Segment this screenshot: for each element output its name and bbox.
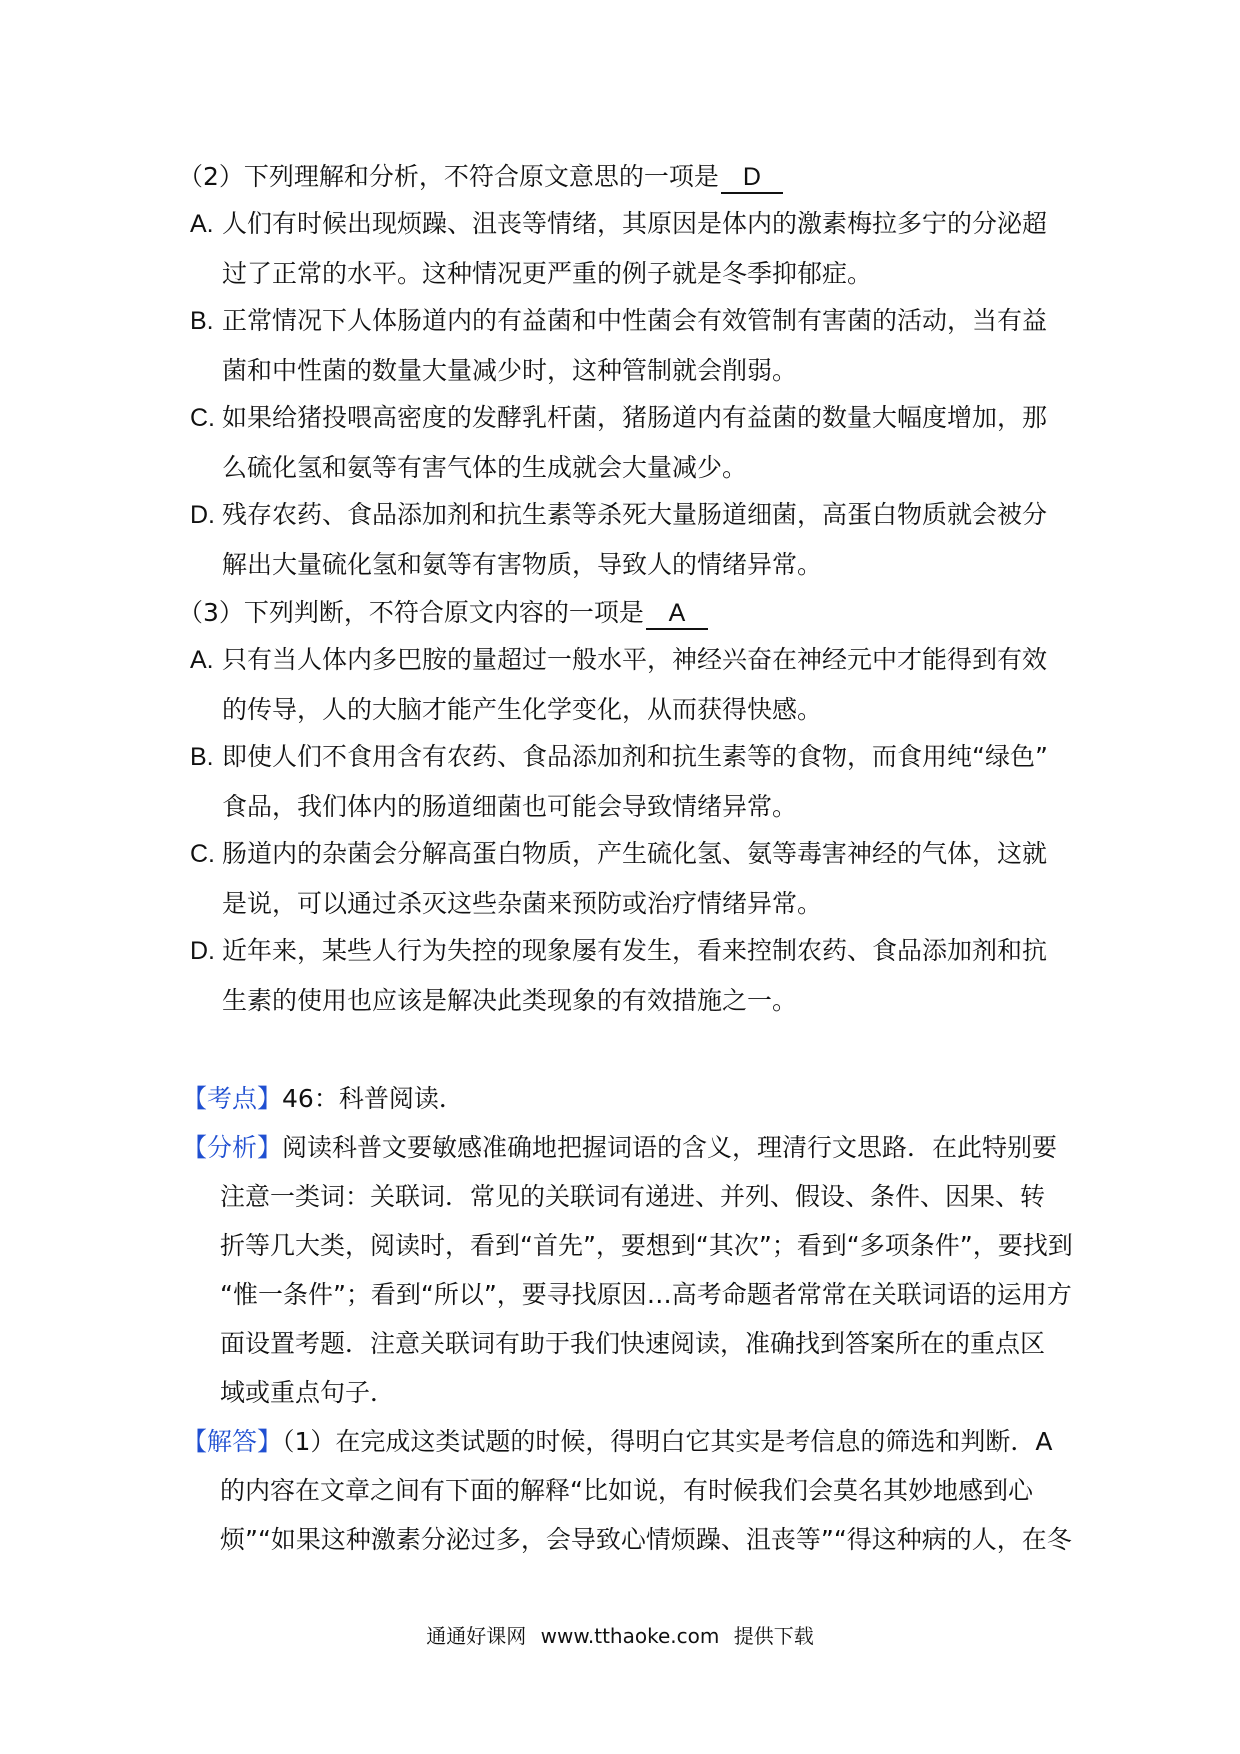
fenxi-line: 阅读科普文要敏感准确地把握词语的含义，理清行文思路．在此特别要 (282, 1133, 1058, 1162)
option-text-cont: 的传导，人的大脑才能产生化学变化，从而获得快感。 (222, 695, 823, 724)
option-letter: C. (190, 404, 215, 432)
fenxi-tag: 【分析】 (182, 1133, 283, 1162)
q3-option-a (190, 635, 1070, 734)
option-text-cont: 么硫化氢和氨等有害气体的生成就会大量减少。 (222, 453, 748, 482)
option-text: 即使人们不食用含有农药、食品添加剂和抗生素等的食物，而食用纯“绿色” (222, 742, 1048, 771)
option-text-cont: 食品，我们体内的肠道细菌也可能会导致情绪异常。 (222, 792, 798, 821)
jieda-line: （1）在完成这类试题的时候，得明白它其实是考信息的筛选和判断．A (282, 1427, 1053, 1456)
option-text: 近年来，某些人行为失控的现象屡有发生，看来控制农药、食品添加剂和抗 (222, 936, 1048, 965)
option-text: 残存农药、食品添加剂和抗生素等杀死大量肠道细菌，高蛋白物质就会被分 (222, 500, 1048, 529)
kaodian-text: 46：科普阅读． (282, 1084, 464, 1113)
option-letter: C. (190, 840, 215, 868)
option-letter: B. (190, 743, 214, 771)
q2-option-c (190, 393, 1070, 492)
option-text-cont: 过了正常的水平。这种情况更严重的例子就是冬季抑郁症。 (222, 259, 873, 288)
option-text: 如果给猪投喂高密度的发酵乳杆菌，猪肠道内有益菌的数量大幅度增加，那 (222, 403, 1048, 432)
footer-suffix: 提供下载 (733, 1624, 814, 1648)
jieda-section (182, 1417, 1082, 1564)
option-text-cont: 是说，可以通过杀灭这些杂菌来预防或治疗情绪异常。 (222, 889, 823, 918)
jieda-line: 的内容在文章之间有下面的解释“比如说，有时候我们会莫名其妙地感到心 (220, 1476, 1033, 1505)
question-3-text: （3）下列判断，不符合原文内容的一项是 (178, 598, 644, 627)
q2-option-a (190, 199, 1070, 298)
footer-url[interactable]: www.tthaoke.com (540, 1624, 720, 1648)
q3-option-b (190, 732, 1070, 831)
footer-site-name: 通通好课网 (426, 1624, 527, 1648)
fenxi-line: “惟一条件”；看到“所以”，要寻找原因…高考命题者常常在关联词语的运用方 (220, 1280, 1072, 1309)
q3-option-c (190, 829, 1070, 928)
option-text: 只有当人体内多巴胺的量超过一般水平，神经兴奋在神经元中才能得到有效 (222, 645, 1048, 674)
option-text: 人们有时候出现烦躁、沮丧等情绪，其原因是体内的激素梅拉多宁的分泌超 (222, 209, 1048, 238)
kaodian-tag: 【考点】 (182, 1084, 283, 1113)
question-2-answer: D (721, 162, 783, 194)
option-letter: A. (190, 646, 214, 674)
option-text-cont: 解出大量硫化氢和氨等有害物质，导致人的情绪异常。 (222, 550, 823, 579)
question-3-prompt (178, 593, 708, 633)
page-footer (0, 1620, 1240, 1649)
question-2-text: （2）下列理解和分析，不符合原文意思的一项是 (178, 162, 719, 191)
q2-option-d (190, 490, 1070, 589)
option-letter: A. (190, 210, 214, 238)
option-text: 肠道内的杂菌会分解高蛋白物质，产生硫化氢、氨等毒害神经的气体，这就 (222, 839, 1048, 868)
option-letter: D. (190, 501, 215, 529)
fenxi-section (182, 1123, 1082, 1417)
q2-option-b (190, 296, 1070, 395)
option-letter: D. (190, 937, 215, 965)
option-text: 正常情况下人体肠道内的有益菌和中性菌会有效管制有害菌的活动，当有益 (222, 306, 1048, 335)
option-text-cont: 菌和中性菌的数量大量减少时，这种管制就会削弱。 (222, 356, 798, 385)
fenxi-line: 域或重点句子． (220, 1378, 396, 1407)
jieda-line: 烦”“如果这种激素分泌过多，会导致心情烦躁、沮丧等”“得这种病的人，在冬 (220, 1525, 1072, 1554)
fenxi-line: 面设置考题．注意关联词有助于我们快速阅读，准确找到答案所在的重点区 (220, 1329, 1046, 1358)
fenxi-line: 注意一类词：关联词．常见的关联词有递进、并列、假设、条件、因果、转 (220, 1182, 1046, 1211)
q3-option-d (190, 926, 1070, 1025)
option-text-cont: 生素的使用也应该是解决此类现象的有效措施之一。 (222, 986, 798, 1015)
kaodian-section (182, 1074, 1082, 1123)
option-letter: B. (190, 307, 214, 335)
question-3-answer: A (646, 598, 708, 630)
fenxi-line: 折等几大类，阅读时，看到“首先”，要想到“其次”；看到“多项条件”，要找到 (220, 1231, 1073, 1260)
question-2-prompt (178, 157, 783, 197)
jieda-tag: 【解答】 (182, 1427, 283, 1456)
